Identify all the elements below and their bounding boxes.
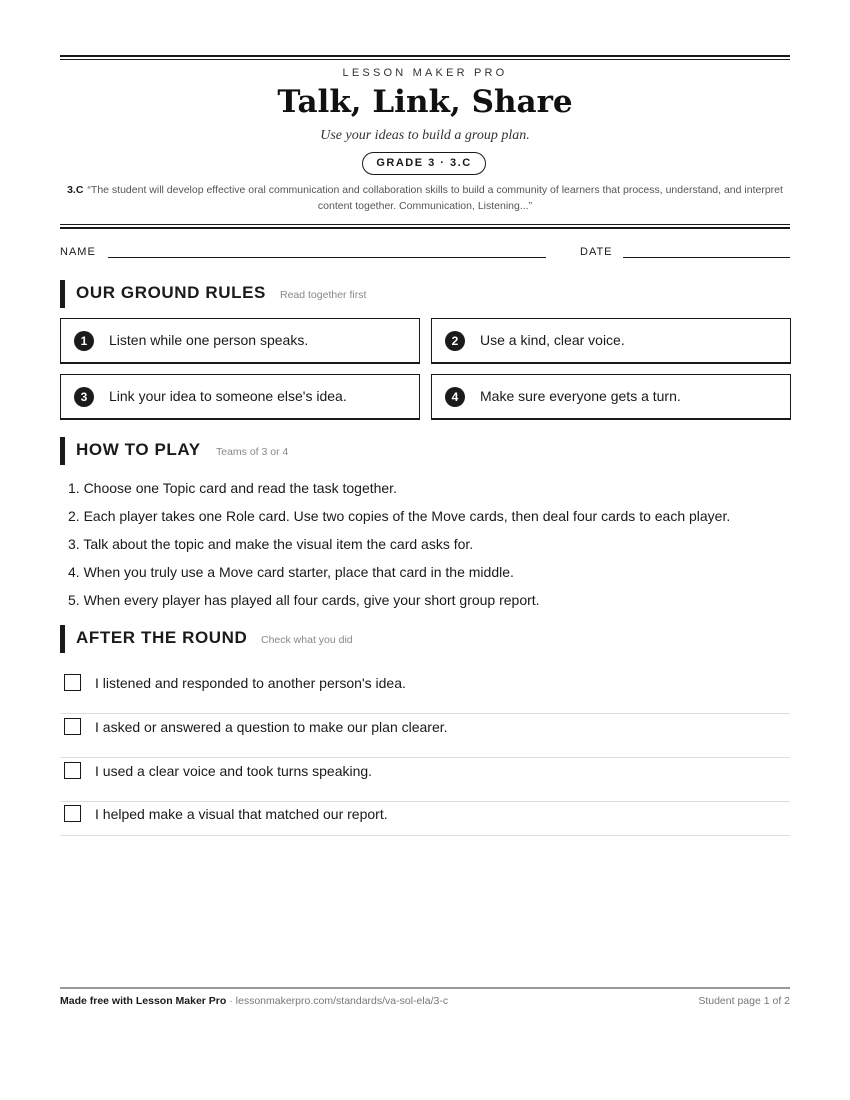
step-item: 5. When every player has played all four cards, give your short group report. bbox=[68, 592, 540, 608]
checklist-item bbox=[60, 801, 790, 836]
ground-rules-heading bbox=[60, 280, 790, 308]
name-field[interactable] bbox=[108, 257, 546, 258]
standard-statement bbox=[60, 182, 790, 214]
standard-code: 3.C bbox=[67, 184, 84, 196]
ground-rule-card bbox=[60, 374, 420, 420]
checkbox[interactable] bbox=[64, 718, 81, 735]
checkbox[interactable] bbox=[64, 762, 81, 779]
brand-name: LESSON MAKER PRO bbox=[342, 67, 508, 79]
rule-text: Listen while one person speaks. bbox=[109, 332, 309, 348]
footer-credit bbox=[60, 995, 448, 1007]
step-item: 1. Choose one Topic card and read the task together. bbox=[68, 480, 397, 496]
header-bottom-rule-thin bbox=[60, 224, 790, 225]
footer-rule bbox=[60, 987, 790, 989]
rule-text: Link your idea to someone else's idea. bbox=[109, 388, 347, 404]
checklist-item bbox=[60, 670, 790, 714]
footer-separator: · bbox=[226, 995, 236, 1007]
footer-made-with: Made free with Lesson Maker Pro bbox=[60, 995, 227, 1007]
how-to-play-heading bbox=[60, 437, 790, 465]
footer-page-number: Student page 1 of 2 bbox=[698, 995, 790, 1007]
page-subtitle: Use your ideas to build a group plan. bbox=[320, 128, 530, 143]
step-item: 4. When you truly use a Move card starter, place that card in the middle. bbox=[68, 564, 514, 580]
standard-text: “The student will develop effective oral communication and collaboration skills to build a community of learners that process, understand, and interpret content together. Communication, Listening...” bbox=[87, 184, 783, 212]
section-title: HOW TO PLAY bbox=[76, 440, 201, 459]
rule-number: 3 bbox=[74, 387, 94, 407]
ground-rule-card bbox=[431, 374, 791, 420]
section-note: Read together first bbox=[280, 289, 367, 301]
header-top-rule bbox=[60, 55, 790, 57]
section-bar bbox=[60, 437, 65, 465]
checklist-item bbox=[60, 714, 790, 758]
section-bar bbox=[60, 280, 65, 308]
date-field[interactable] bbox=[623, 257, 790, 258]
footer-url[interactable]: lessonmakerpro.com/standards/va-sol-ela/3-c bbox=[235, 995, 449, 1007]
checklist-item bbox=[60, 758, 790, 802]
how-to-play-steps bbox=[68, 474, 730, 614]
rule-number: 2 bbox=[445, 331, 465, 351]
rule-number: 1 bbox=[74, 331, 94, 351]
section-bar bbox=[60, 625, 65, 653]
name-label: NAME bbox=[60, 246, 96, 258]
after-round-heading bbox=[60, 625, 790, 653]
grade-badge: GRADE 3 · 3.C bbox=[362, 152, 486, 175]
header-top-rule-thin bbox=[60, 59, 790, 60]
checkbox[interactable] bbox=[64, 805, 81, 822]
header-bottom-rule bbox=[60, 227, 790, 229]
page-title: Talk, Link, Share bbox=[277, 84, 573, 120]
checklist-text: I asked or answered a question to make our plan clearer. bbox=[95, 719, 448, 735]
ground-rule-card bbox=[431, 318, 791, 364]
step-item: 3. Talk about the topic and make the visual item the card asks for. bbox=[68, 536, 474, 552]
section-title: AFTER THE ROUND bbox=[76, 628, 248, 647]
checklist-text: I listened and responded to another person's idea. bbox=[95, 675, 406, 691]
date-label: DATE bbox=[580, 246, 613, 258]
checklist-text: I helped make a visual that matched our report. bbox=[95, 806, 388, 822]
checklist-text: I used a clear voice and took turns speaking. bbox=[95, 763, 373, 779]
rule-number: 4 bbox=[445, 387, 465, 407]
rule-text: Use a kind, clear voice. bbox=[480, 332, 625, 348]
section-title: OUR GROUND RULES bbox=[76, 283, 266, 302]
ground-rule-card bbox=[60, 318, 420, 364]
section-note: Check what you did bbox=[261, 634, 353, 646]
section-note: Teams of 3 or 4 bbox=[216, 446, 289, 458]
checkbox[interactable] bbox=[64, 674, 81, 691]
step-item: 2. Each player takes one Role card. Use two copies of the Move cards, then deal four cards to each player. bbox=[68, 508, 731, 524]
rule-text: Make sure everyone gets a turn. bbox=[480, 388, 681, 404]
